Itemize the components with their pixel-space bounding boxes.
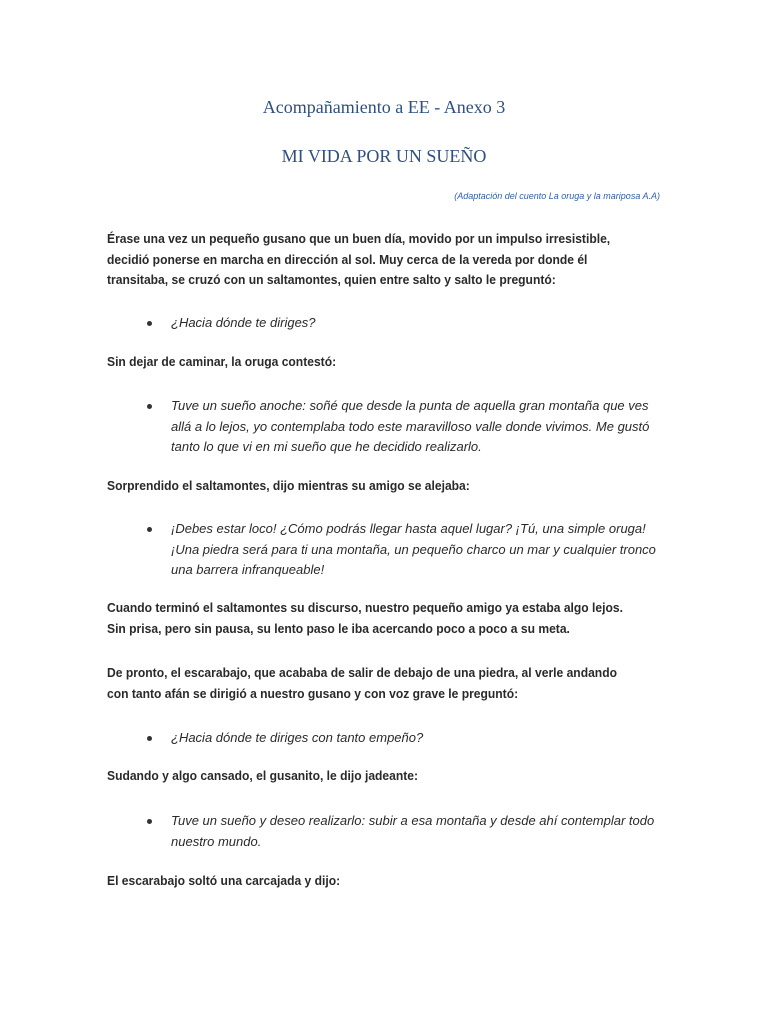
document-title: Acompañamiento a EE - Anexo 3 bbox=[262, 97, 506, 117]
bullet-dot-icon bbox=[147, 819, 152, 824]
bullet-item-5 bbox=[147, 811, 667, 852]
paragraph-6: Sudando y algo cansado, el gusanito, le dijo jadeante: bbox=[107, 768, 419, 783]
bullet-dot-icon bbox=[147, 404, 152, 409]
paragraph-4: Cuando terminó el saltamontes su discurso, nuestro pequeño amigo ya estaba algo lejos. Sin prisa, pero sin pausa, su lento paso le iba acercando poco a poco a su meta. bbox=[107, 600, 623, 636]
bullet-text-1: ¿Hacia dónde te diriges? bbox=[171, 315, 316, 330]
source-note: (Adaptación del cuento La oruga y la mariposa A.A) bbox=[454, 191, 660, 201]
paragraph-1: Érase una vez un pequeño gusano que un buen día, movido por un impulso irresistible, decidió ponerse en marcha en dirección al sol. Muy cerca de la vereda por donde él transitaba, se cruzó con un saltamontes, quien entre salto y salto le preguntó: bbox=[107, 231, 611, 287]
document-subtitle: MI VIDA POR UN SUEÑO bbox=[281, 146, 487, 166]
bullet-item-1 bbox=[147, 313, 667, 334]
bullet-item-2 bbox=[147, 396, 667, 458]
paragraph-3: Sorprendido el saltamontes, dijo mientras su amigo se alejaba: bbox=[107, 478, 470, 493]
bullet-text-4: ¿Hacia dónde te diriges con tanto empeño? bbox=[171, 730, 424, 745]
bullet-item-4 bbox=[147, 728, 667, 749]
paragraph-2: Sin dejar de caminar, la oruga contestó: bbox=[107, 354, 337, 369]
bullet-text-3: ¡Debes estar loco! ¿Cómo podrás llegar hasta aquel lugar? ¡Tú, una simple oruga! ¡Una piedra será para ti una montaña, un pequeño charco un mar y cualquier tronco una barrera infranqueable! bbox=[171, 521, 656, 577]
bullet-item-3 bbox=[147, 519, 667, 581]
bullet-text-5: Tuve un sueño y deseo realizarlo: subir a esa montaña y desde ahí contemplar todo nuestro mundo. bbox=[171, 813, 655, 849]
paragraph-7: El escarabajo soltó una carcajada y dijo: bbox=[107, 873, 341, 888]
bullet-dot-icon bbox=[147, 736, 152, 741]
paragraph-5: De pronto, el escarabajo, que acababa de salir de debajo de una piedra, al verle andando con tanto afán se dirigió a nuestro gusano y con voz grave le preguntó: bbox=[107, 665, 617, 701]
bullet-dot-icon bbox=[147, 527, 152, 532]
bullet-text-2: Tuve un sueño anoche: soñé que desde la punta de aquella gran montaña que ves allá a lo lejos, yo contemplaba todo este maravilloso valle donde vivimos. Me gustó tanto lo que vi en mi sueño que he decidido realizarlo. bbox=[171, 398, 650, 454]
bullet-dot-icon bbox=[147, 321, 152, 326]
